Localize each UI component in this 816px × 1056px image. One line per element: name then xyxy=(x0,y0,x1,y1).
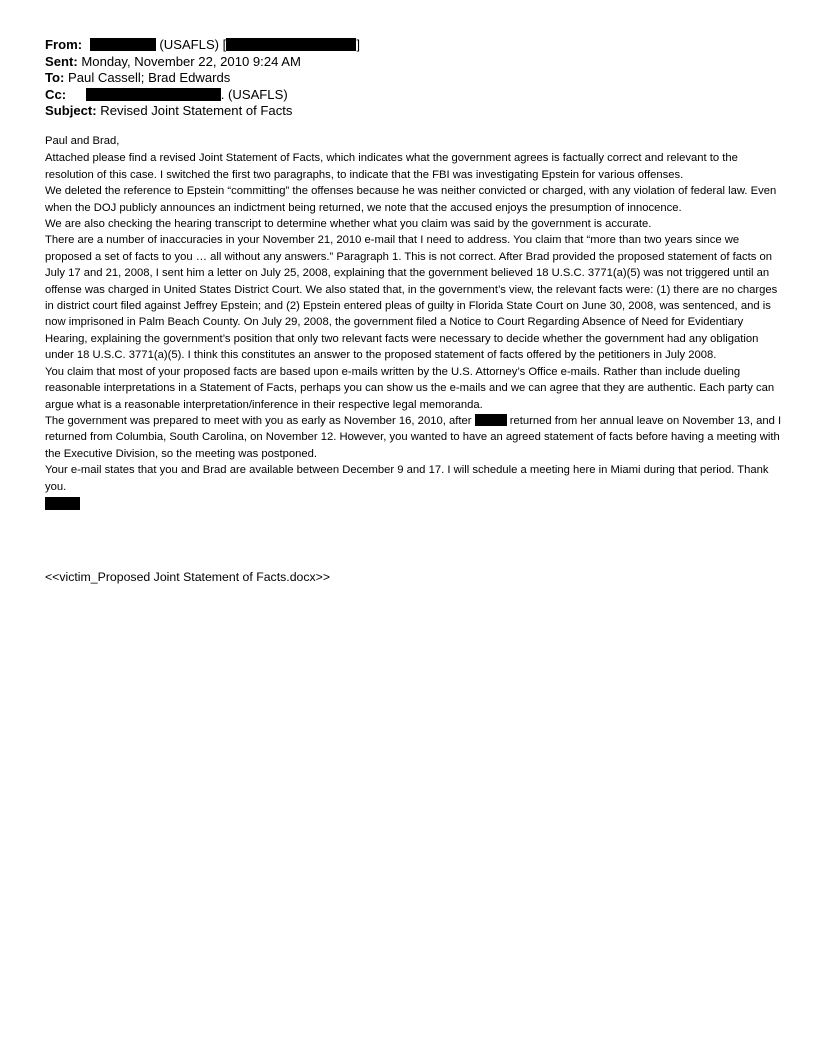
subject-label: Subject: xyxy=(45,103,97,118)
from-label: From: xyxy=(45,37,83,52)
redaction-bar xyxy=(475,414,507,426)
cc-value: . (USAFLS) xyxy=(220,86,288,102)
cc-label: Cc: xyxy=(45,86,67,102)
from-org: (USAFLS) [ xyxy=(159,37,227,52)
email-body xyxy=(45,133,785,510)
cc-row xyxy=(45,87,785,104)
sent-value: Monday, November 22, 2010 9:24 AM xyxy=(81,53,301,69)
subject-value: Revised Joint Statement of Facts xyxy=(100,103,293,118)
email-header xyxy=(45,37,785,120)
paragraph-1: Attached please find a revised Joint Statement of Facts, which indicates what the government agrees is factually correct and relevant to the resolution of this case. I switched the first two paragraphs, to indicate that the FBI was investigating Epstein for various offenses. xyxy=(45,152,738,181)
paragraph-5: You claim that most of your proposed facts are based upon e-mails written by the U.S. Attorney’s Office e-mails. Rather than include dueling reasonable interpretations in a Statement of Facts, perhaps you can show us the e-mails and we can agree that they are authentic. Each party can argue what is a reasonable interpretation/inference in their respective legal memoranda. xyxy=(45,365,775,411)
subject-row xyxy=(45,103,785,120)
paragraph-6 xyxy=(45,413,785,462)
paragraph-3: We are also checking the hearing transcript to determine whether what you claim was said by the government is accurate. xyxy=(45,218,652,231)
paragraph-7: Your e-mail states that you and Brad are available between December 9 and 17. I will schedule a meeting here in Miami during that period. Thank you. xyxy=(45,464,769,493)
signature-redaction xyxy=(45,497,80,510)
paragraph-6-part-a: The government was prepared to meet with you as early as November 16, 2010, after xyxy=(45,414,472,427)
greeting: Paul and Brad, xyxy=(45,135,120,147)
to-label: To: xyxy=(45,70,65,85)
redaction-bar xyxy=(86,88,221,101)
to-row xyxy=(45,70,785,87)
from-close: ] xyxy=(356,37,360,52)
sent-row xyxy=(45,54,785,71)
redaction-bar xyxy=(90,38,156,51)
paragraph-4: There are a number of inaccuracies in your November 21, 2010 e-mail that I need to address. You claim that “more than two years since we proposed a set of facts to you … all without any answers.” Paragraph 1. This is not correct. After Brad provided the proposed statement of facts on July 17 and 21, 2008, I sent him a letter on July 25, 2008, explaining that the government believed 18 U.S.C. 3771(a)(5) was not triggered until an offense was charged in United States District Court. We also stated that, in the government’s view, the relevant facts were: (1) there are no charges in district court filed against Jeffrey Epstein; and (2) Epstein entered pleas of guilty in Florida State Court on June 30, 2008, was sentenced, and is now imprisoned in Palm Beach County. On July 29, 2008, the government filed a Notice to Court Regarding Absence of Need for Evidentiary Hearing, explaining the government’s position that only two relevant facts were necessary to decide whether the government had any obligation under 18 U.S.C. 3771(a)(5). I think this constitutes an answer to the proposed statement of facts offered by the petitioners in July 2008. xyxy=(45,234,778,362)
paragraph-2: We deleted the reference to Epstein “committing” the offenses because he was neither convicted or charged, with any violation of federal law. Even when the DOJ publicly announces an indictment being returned, we note that the accused enjoys the presumption of innocence. xyxy=(45,185,777,214)
from-row xyxy=(45,37,785,54)
attachment-link[interactable]: <<victim_Proposed Joint Statement of Facts.docx>> xyxy=(45,570,331,584)
redaction-bar xyxy=(226,38,356,51)
sent-label: Sent: xyxy=(45,53,78,69)
to-value: Paul Cassell; Brad Edwards xyxy=(68,70,231,85)
paragraph-6-part-b: returned from her annual leave on November 13, and I returned from Columbia, South Carolina, on November 12. However, you wanted to have an agreed statement of facts before having a meeting with the Executive Division, so the meeting was postponed. xyxy=(45,414,782,460)
